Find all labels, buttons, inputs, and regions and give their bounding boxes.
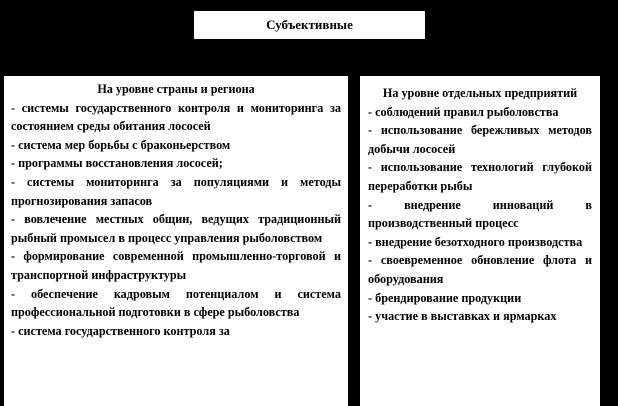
title-box bbox=[193, 10, 426, 40]
left-heading: На уровне страны и региона bbox=[97, 82, 255, 96]
left-column bbox=[4, 76, 348, 406]
right-item: - использование технологий глубокой переработки рыбы bbox=[368, 160, 592, 193]
left-item: - программы восстановления лососей; bbox=[11, 156, 223, 171]
right-column bbox=[360, 76, 600, 406]
right-heading: На уровне отдельных предприятий bbox=[382, 86, 578, 100]
left-item: - формирование современной промышленно-торговой и транспортной инфраструктуры bbox=[11, 249, 341, 282]
left-item: - система государственного контроля за bbox=[11, 323, 230, 338]
right-item: - внедрение безотходного производства bbox=[368, 234, 583, 249]
left-item: - системы мониторинга за популяциями и методы прогнозирования запасов bbox=[11, 174, 341, 208]
right-item: - своевременное обновление флота и оборудования bbox=[368, 253, 592, 286]
left-item: - вовлечение местных общин, ведущих традиционный рыбный промысел в процесс управления рыболовством bbox=[11, 212, 341, 245]
left-item: - системы государственного контроля и мониторинга за состоянием среды обитания лососей bbox=[11, 100, 341, 134]
right-item: - участие в выставках и ярмарках bbox=[368, 309, 557, 324]
right-item: - внедрение инноваций в производственный процесс bbox=[368, 197, 592, 231]
right-item: - брендирование продукции bbox=[368, 290, 522, 305]
title-text: Субъективные bbox=[266, 17, 353, 32]
left-item: - система мер борьбы с браконьерством bbox=[11, 137, 231, 152]
left-item: - обеспечение кадровым потенциалом и система профессиональной подготовки в сфере рыболовства bbox=[11, 286, 341, 320]
right-item: - использование бережливых методов добычи лососей bbox=[368, 123, 592, 156]
right-item: - соблюдений правил рыболовства bbox=[368, 104, 559, 119]
